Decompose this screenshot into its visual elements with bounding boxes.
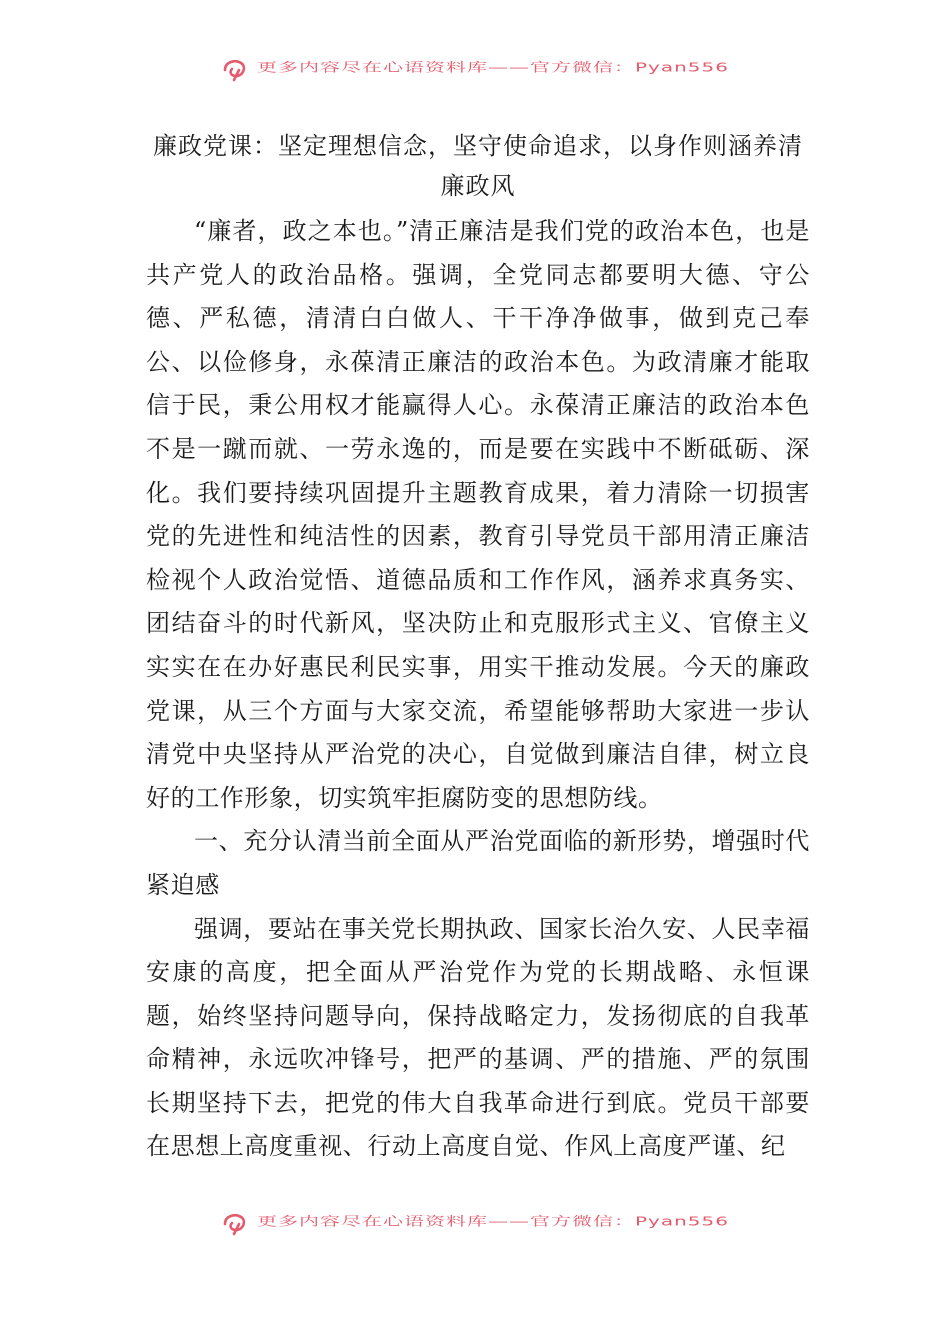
document-body: [146, 126, 810, 1169]
section-heading-1: 一、充分认清当前全面从严治党面临的新形势，增强时代紧迫感: [146, 827, 810, 899]
paragraph-intro: “廉者，政之本也。”清正廉洁是我们党的政治本色，也是共产党人的政治品格。强调，全党同志都要明大德、守公德、严私德，清清白白做人、干干净净做事，做到克己奉公、以俭修身，永葆清正廉洁的政治本色。为政清廉才能取信于民，秉公用权才能赢得人心。永葆清正廉洁的政治本色不是一蹴而就、一劳永逸的，而是要在实践中不断砥砺、深化。我们要持续巩固提升主题教育成果，着力清除一切损害党的先进性和纯洁性的因素，教育引导党员干部用清正廉洁检视个人政治觉悟、道德品质和工作作风，涵养求真务实、团结奋斗的时代新风，坚决防止和克服形式主义、官僚主义实实在在办好惠民利民实事，用实干推动发展。今天的廉政党课，从三个方面与大家交流，希望能够帮助大家进一步认清党中央坚持从严治党的决心，自觉做到廉洁自律，树立良好的工作形象，切实筑牢拒腐防变的思想防线。: [146, 217, 810, 812]
swirl-logo-icon: [221, 56, 251, 82]
watermark-text: 更多内容尽在心语资料库——官方微信：Pyan556: [256, 1212, 729, 1228]
header-watermark: [0, 52, 950, 86]
swirl-logo-icon: [221, 1210, 251, 1236]
footer-watermark: [0, 1206, 950, 1240]
document-title: 廉政党课：坚定理想信念，坚守使命追求，以身作则涵养清廉政风: [153, 132, 803, 200]
watermark-text: 更多内容尽在心语资料库——官方微信：Pyan556: [256, 58, 729, 74]
paragraph-section-1: 强调，要站在事关党长期执政、国家长治久安、人民幸福安康的高度，把全面从严治党作为党的长期战略、永恒课题，始终坚持问题导向，保持战略定力，发扬彻底的自我革命精神，永远吹冲锋号，把严的基调、严的措施、严的氛围长期坚持下去，把党的伟大自我革命进行到底。党员干部要在思想上高度重视、行动上高度自觉、作风上高度严谨、纪: [146, 914, 810, 1161]
